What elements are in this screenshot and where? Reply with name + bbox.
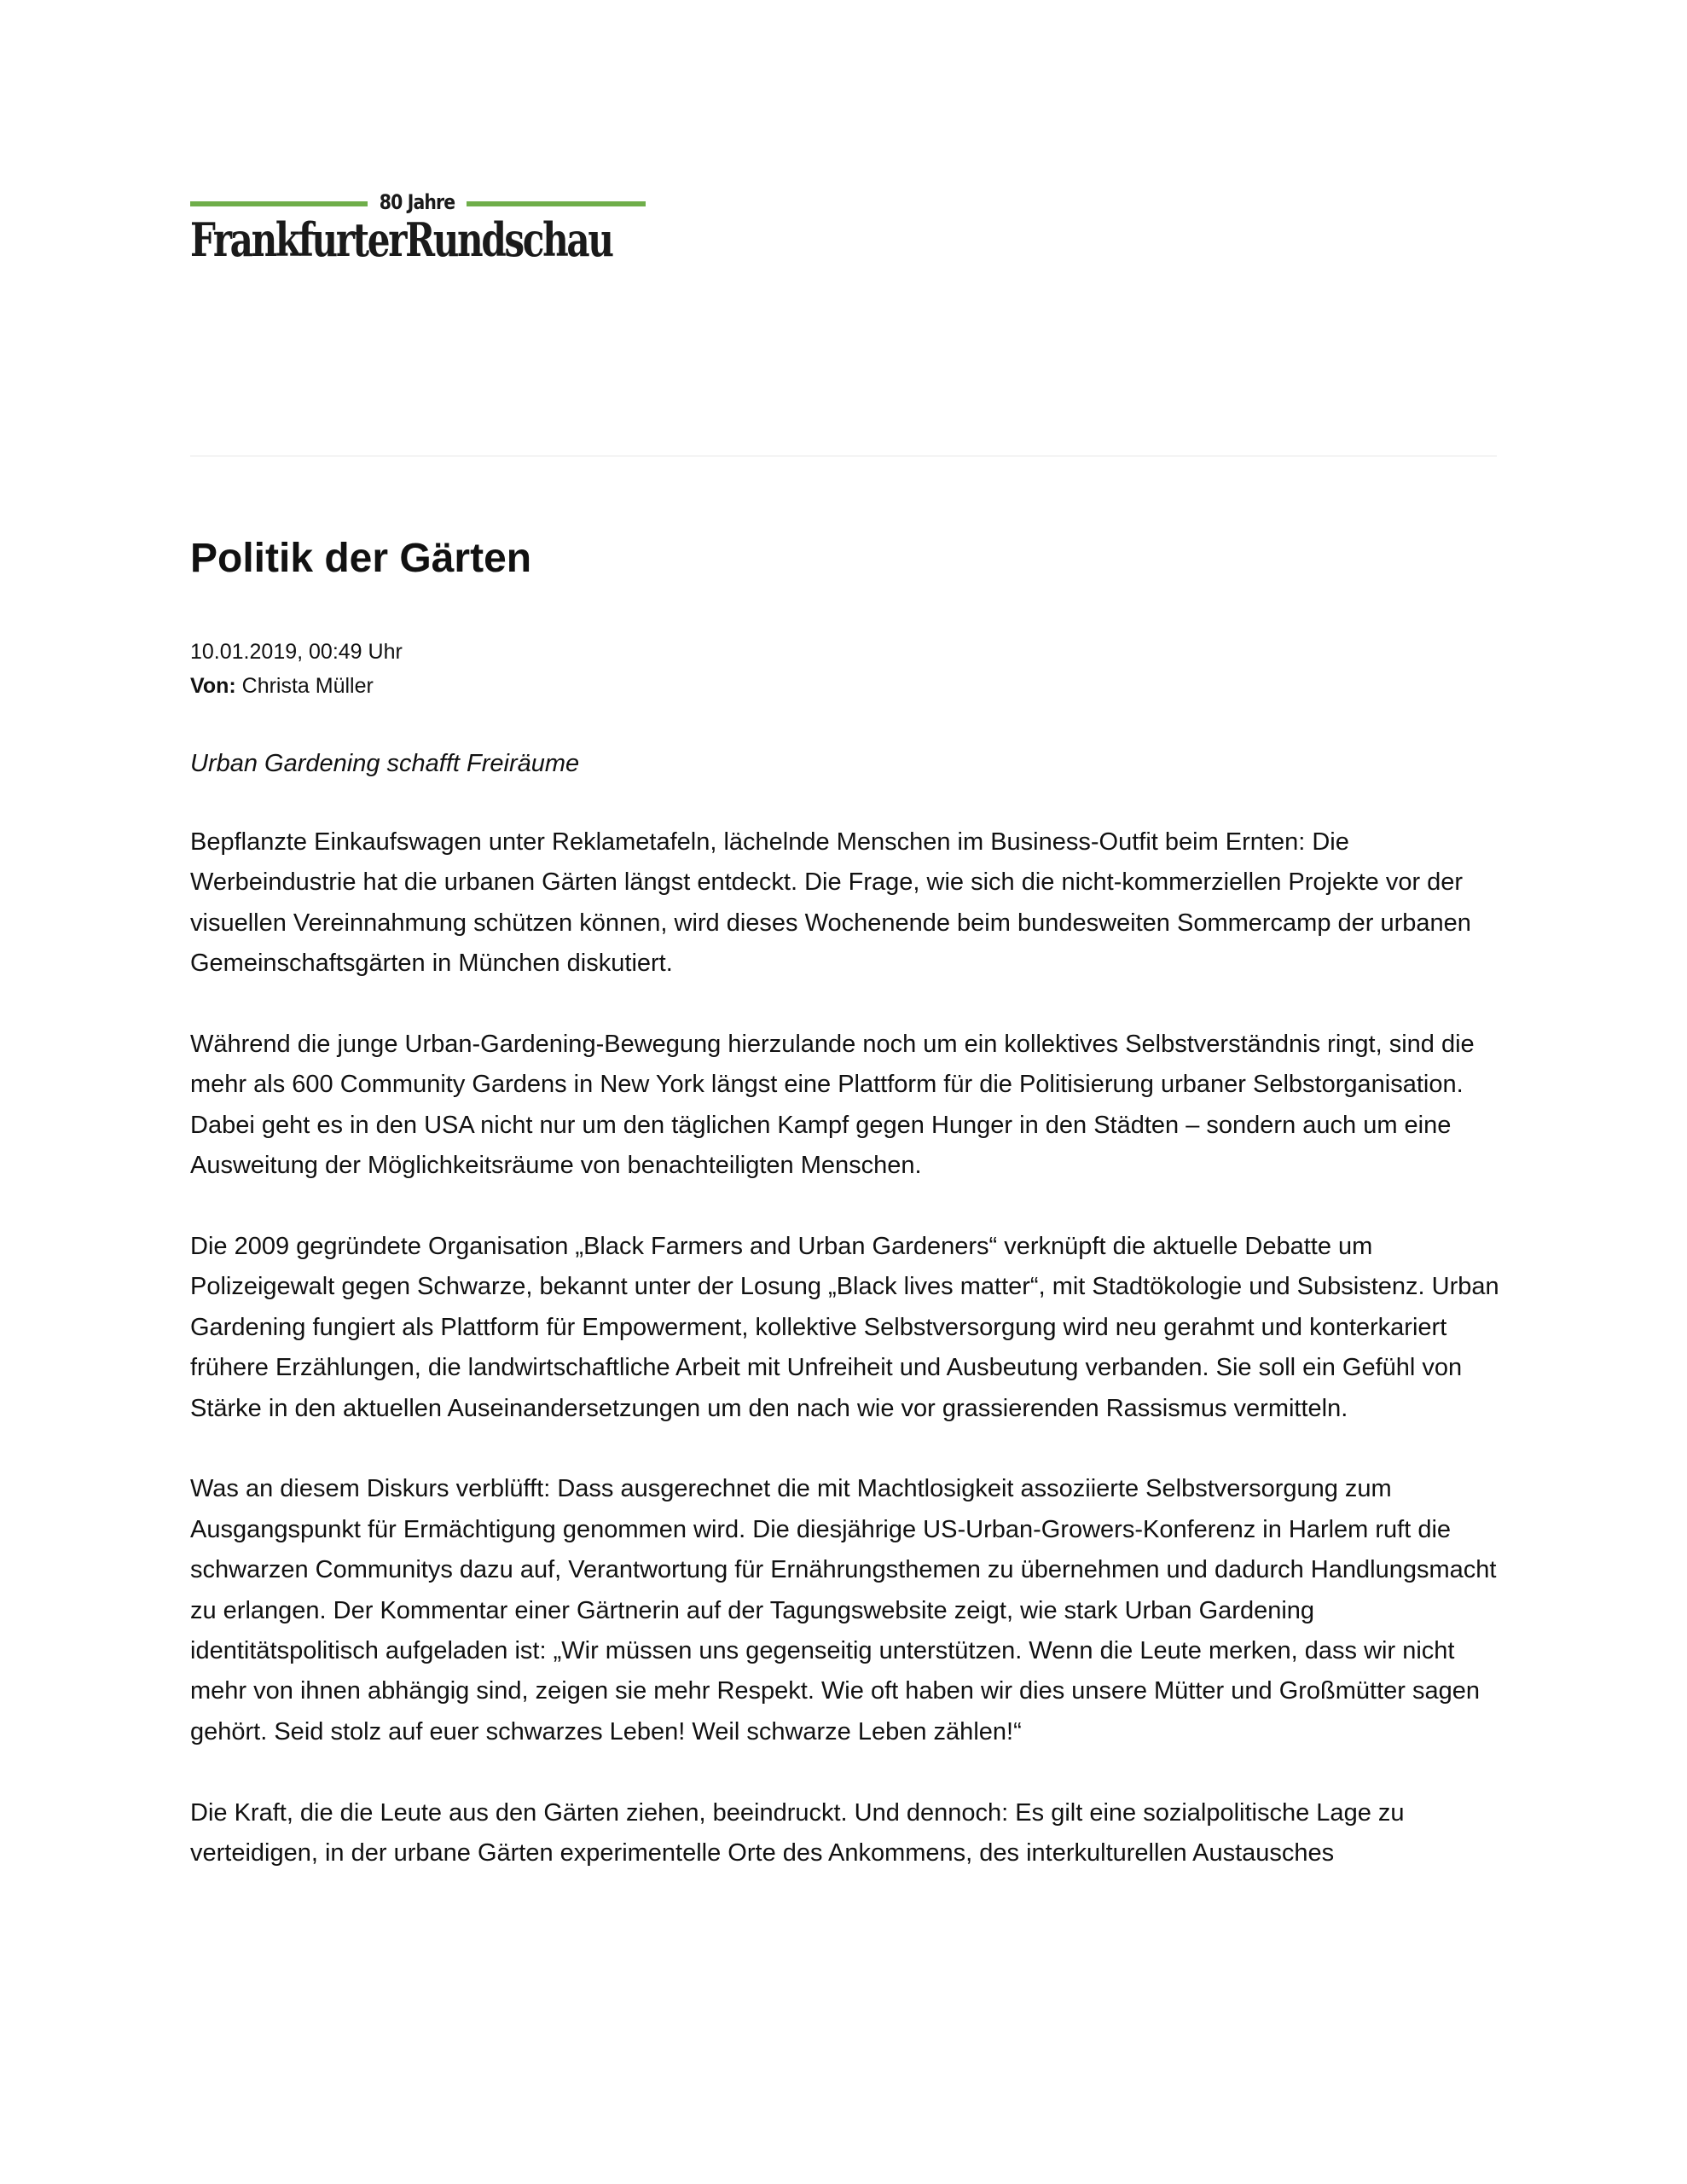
article-paragraph: Bepflanzte Einkaufswagen unter Reklametafeln, lächelnde Menschen im Business-Outfit beim Ernten: Die Werbeindustrie hat die urbanen Gärten längst entdeckt. Die Frage, wie sich die nicht-kommerziellen Projekte vor der visuellen Vereinnahmung schützen können, wird dieses Wochenende beim bundesweiten Sommercamp der urbanen Gemeinschaftsgärten in München diskutiert. [190,828,1471,978]
article-title: Politik der Gärten [190,536,532,581]
article-date: 10.01.2019, 00:49 Uhr [190,640,403,664]
logo-wordmark: FrankfurterRundschau [190,212,612,267]
logo-anniversary-text: 80 Jahre [379,190,455,214]
article-body [190,822,1499,1914]
article-paragraph: Was an diesem Diskurs verblüfft: Dass ausgerechnet die mit Machtlosigkeit assoziierte Selbstversorgung zum Ausgangspunkt für Ermächtigung genommen wird. Die diesjährige US-Urban-Growers-Konferenz in Harlem ruft die schwarzen Communitys dazu auf, Verantwortung für Ernährungsthemen zu übernehmen und dadurch Handlungsmacht zu erlangen. Der Kommentar einer Gärtnerin auf der Tagungswebsite zeigt, wie stark Urban Gardening identitätspolitisch aufgeladen ist: „Wir müssen uns gegenseitig unterstützen. Wenn die Leute merken, dass wir nicht mehr von ihnen abhängig sind, zeigen sie mehr Respekt. Wie oft haben wir dies unsere Mütter und Großmütter sagen gehört. Seid stolz auf euer schwarzes Leben! Weil schwarze Leben zählen!“ [190,1475,1497,1745]
article-paragraph: Während die junge Urban-Gardening-Bewegung hierzulande noch um ein kollektives Selbstverständnis ringt, sind die mehr als 600 Community Gardens in New York längst eine Plattform für die Politisierung urbaner Selbstorganisation. Dabei geht es in den USA nicht nur um den täglichen Kampf gegen Hunger in den Städten – sondern auch um eine Ausweitung der Möglichkeitsräume von benachteiligten Menschen. [190,1031,1475,1180]
author-label: Von: [190,674,236,698]
article-byline [190,669,403,703]
author-name: Christa Müller [241,674,374,698]
article-meta [190,635,403,703]
article-teaser: Urban Gardening schafft Freiräume [190,750,580,777]
logo-green-line-right [467,201,646,206]
logo-green-line-left [190,201,368,206]
article-paragraph: Die 2009 gegründete Organisation „Black Farmers and Urban Gardeners“ verknüpft die aktuelle Debatte um Polizeigewalt gegen Schwarze, bekannt unter der Losung „Black lives matter“, mit Stadtökologie und Subsistenz. Urban Gardening fungiert als Plattform für Empowerment, kollektive Selbstversorgung wird neu gerahmt und konterkariert frühere Erzählungen, die landwirtschaftliche Arbeit mit Unfreiheit und Ausbeutung verbanden. Sie soll ein Gefühl von Stärke in den aktuellen Auseinandersetzungen um den nach wie vor grassierenden Rassismus vermitteln. [190,1233,1499,1422]
article-paragraph: Die Kraft, die die Leute aus den Gärten ziehen, beeindruckt. Und dennoch: Es gilt eine sozialpolitische Lage zu verteidigen, in der urbane Gärten experimentelle Orte des Ankommens, des interkulturellen Austausches [190,1798,1405,1867]
logo-anniversary-bar [190,189,646,215]
site-logo[interactable] [190,186,646,267]
